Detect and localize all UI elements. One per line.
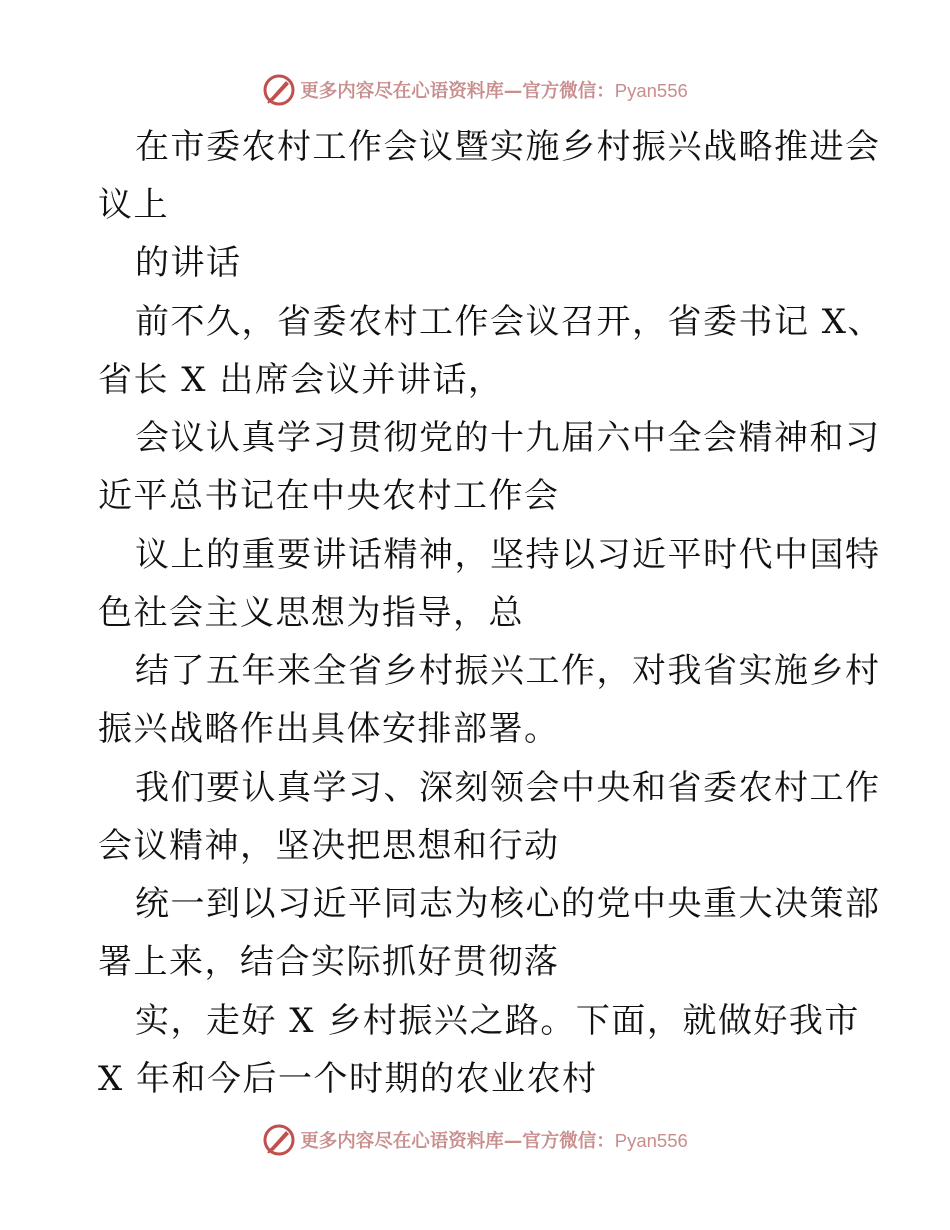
text-line: 近平总书记在中央农村工作会 xyxy=(98,476,560,516)
text-line: 结了五年来全省乡村振兴工作，对我省实施乡村 xyxy=(135,651,881,691)
footer-watermark xyxy=(0,1122,950,1158)
text-line: X 年和今后一个时期的农业农村 xyxy=(98,1059,598,1099)
text-line: 色社会主义思想为指导，总 xyxy=(98,593,524,633)
text-line: 在市委农村工作会议暨实施乡村振兴战略推进会 xyxy=(135,127,881,167)
text-line: 振兴战略作出具体安排部署。 xyxy=(98,709,560,749)
text-line: 前不久，省委农村工作会议召开，省委书记 X、 xyxy=(135,302,884,342)
text-line: 我们要认真学习、深刻领会中央和省委农村工作 xyxy=(135,768,881,808)
text-line: 省长 X 出席会议并讲话， xyxy=(98,360,504,400)
text-line: 议上 xyxy=(98,185,169,225)
watermark-label: 更多内容尽在心语资料库—官方微信： xyxy=(300,1131,615,1152)
text-line: 会议认真学习贯彻党的十九届六中全会精神和习 xyxy=(135,418,881,458)
text-line: 的讲话 xyxy=(135,243,242,283)
watermark-label: 更多内容尽在心语资料库—官方微信： xyxy=(300,81,615,102)
watermark-text xyxy=(300,77,688,103)
text-line: 会议精神，坚决把思想和行动 xyxy=(98,826,560,866)
text-line: 实，走好 X 乡村振兴之路。下面，就做好我市 xyxy=(135,1001,860,1041)
quill-logo-icon xyxy=(262,73,296,107)
watermark-wechat-id: Pyan556 xyxy=(614,1130,688,1151)
watermark-text xyxy=(300,1127,688,1153)
text-line: 署上来，结合实际抓好贯彻落 xyxy=(98,942,560,982)
quill-logo-icon xyxy=(262,1123,296,1157)
header-watermark xyxy=(0,72,950,108)
watermark-wechat-id: Pyan556 xyxy=(614,80,688,101)
text-line: 议上的重要讲话精神，坚持以习近平时代中国特 xyxy=(135,535,881,575)
text-line: 统一到以习近平同志为核心的党中央重大决策部 xyxy=(135,884,881,924)
